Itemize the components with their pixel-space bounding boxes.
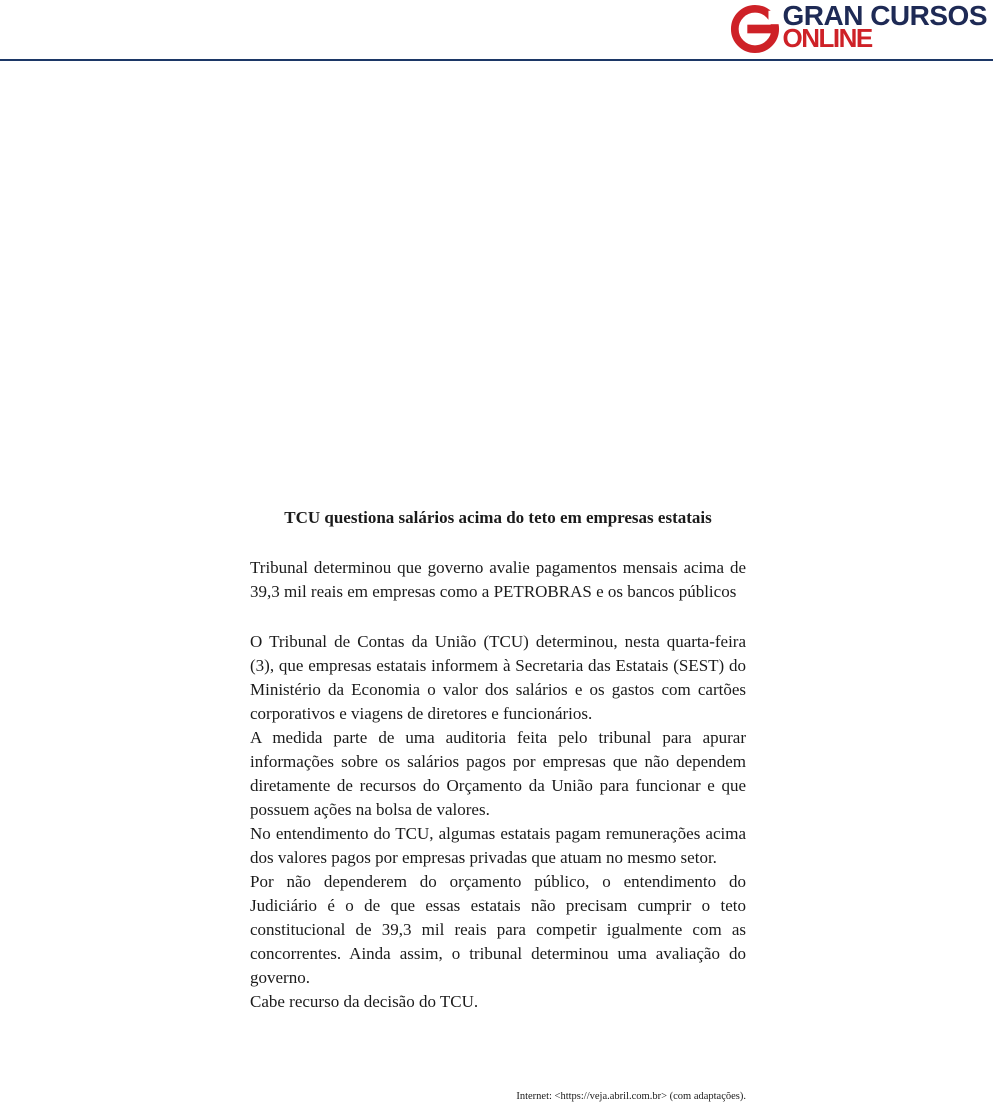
header-divider: [0, 59, 993, 61]
article-paragraph: Por não dependerem do orçamento público, o entendimento do Judiciário é o de que essas estatais não precisam cumprir o teto constitucional de 39,3 mil reais para competir igualmente com as concorrentes. Ainda assim, o tribunal determinou uma avaliação do governo.: [250, 872, 746, 987]
article-paragraph: No entendimento do TCU, algumas estatais pagam remunerações acima dos valores pagos por empresas privadas que atuam no mesmo setor.: [250, 824, 746, 867]
brand-text: [782, 0, 987, 53]
article-paragraph: A medida parte de uma auditoria feita pelo tribunal para apurar informações sobre os salários pagos por empresas que não dependem diretamente de recursos do Orçamento da União para funcionar e que possuem ações na bolsa de valores.: [250, 728, 746, 819]
article-paragraph: Cabe recurso da decisão do TCU.: [250, 992, 479, 1011]
gran-cursos-logo: [730, 0, 987, 54]
brand-subname: ONLINE: [782, 23, 872, 53]
article-paragraph: O Tribunal de Contas da União (TCU) determinou, nesta quarta-feira (3), que empresas estatais informem à Secretaria das Estatais (SEST) do Ministério da Economia o valor dos salários e os gastos com cartões corporativos e viagens de diretores e funcionários.: [250, 632, 746, 723]
gran-cursos-g-icon: [730, 4, 780, 54]
brand-name: GRAN CURSOS: [782, 0, 987, 31]
article: [250, 506, 746, 1014]
article-subtitle: Tribunal determinou que governo avalie pagamentos mensais acima de 39,3 mil reais em empresas como a PETROBRAS e os bancos públicos: [250, 558, 746, 601]
article-title: TCU questiona salários acima do teto em empresas estatais: [284, 508, 712, 527]
source-citation: Internet: <https://veja.abril.com.br> (com adaptações).: [516, 1091, 746, 1102]
